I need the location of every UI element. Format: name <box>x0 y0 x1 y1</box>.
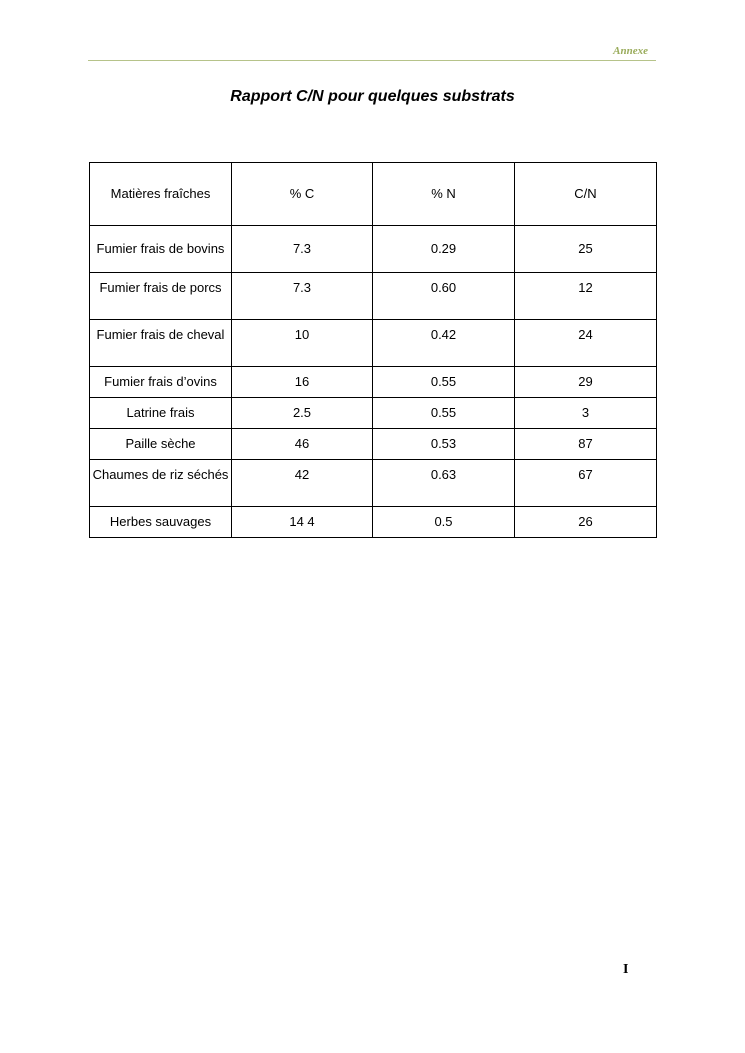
cn-ratio-table <box>89 162 657 538</box>
cell-cn-ratio: 26 <box>515 507 657 538</box>
cell-nitrogen: 0.55 <box>373 398 515 429</box>
table-row <box>90 398 657 429</box>
table-row <box>90 507 657 538</box>
column-header-cn-ratio: C/N <box>515 163 657 226</box>
cell-cn-ratio: 24 <box>515 320 657 367</box>
cell-nitrogen: 0.5 <box>373 507 515 538</box>
cell-cn-ratio: 25 <box>515 226 657 273</box>
cell-carbon: 16 <box>232 367 373 398</box>
column-header-nitrogen: % N <box>373 163 515 226</box>
cell-carbon: 2.5 <box>232 398 373 429</box>
table-row <box>90 273 657 320</box>
cell-carbon: 14 4 <box>232 507 373 538</box>
cell-nitrogen: 0.53 <box>373 429 515 460</box>
table-row <box>90 226 657 273</box>
cell-material: Fumier frais d’ovins <box>90 367 232 398</box>
cell-carbon: 7.3 <box>232 273 373 320</box>
cell-material: Fumier frais de porcs <box>90 273 232 320</box>
cell-material: Fumier frais de bovins <box>90 226 232 273</box>
cell-cn-ratio: 12 <box>515 273 657 320</box>
cell-carbon: 46 <box>232 429 373 460</box>
header-divider <box>88 60 656 61</box>
cell-carbon: 7.3 <box>232 226 373 273</box>
cell-cn-ratio: 67 <box>515 460 657 507</box>
column-header-material: Matières fraîches <box>90 163 232 226</box>
cell-nitrogen: 0.63 <box>373 460 515 507</box>
page-title: Rapport C/N pour quelques substrats <box>230 88 515 105</box>
cell-cn-ratio: 87 <box>515 429 657 460</box>
column-header-carbon: % C <box>232 163 373 226</box>
table-header-row <box>90 163 657 226</box>
cell-nitrogen: 0.60 <box>373 273 515 320</box>
cell-carbon: 42 <box>232 460 373 507</box>
cell-cn-ratio: 3 <box>515 398 657 429</box>
cell-material: Paille sèche <box>90 429 232 460</box>
cell-material: Latrine frais <box>90 398 232 429</box>
cell-material: Fumier frais de cheval <box>90 320 232 367</box>
table-row <box>90 320 657 367</box>
table-row <box>90 460 657 507</box>
page-number: I <box>623 962 629 977</box>
cell-nitrogen: 0.55 <box>373 367 515 398</box>
table-row <box>90 429 657 460</box>
cell-material: Chaumes de riz séchés <box>90 460 232 507</box>
cell-carbon: 10 <box>232 320 373 367</box>
cell-cn-ratio: 29 <box>515 367 657 398</box>
table-row <box>90 367 657 398</box>
cell-nitrogen: 0.42 <box>373 320 515 367</box>
header-section-label: Annexe <box>613 45 648 57</box>
cell-nitrogen: 0.29 <box>373 226 515 273</box>
cell-material: Herbes sauvages <box>90 507 232 538</box>
